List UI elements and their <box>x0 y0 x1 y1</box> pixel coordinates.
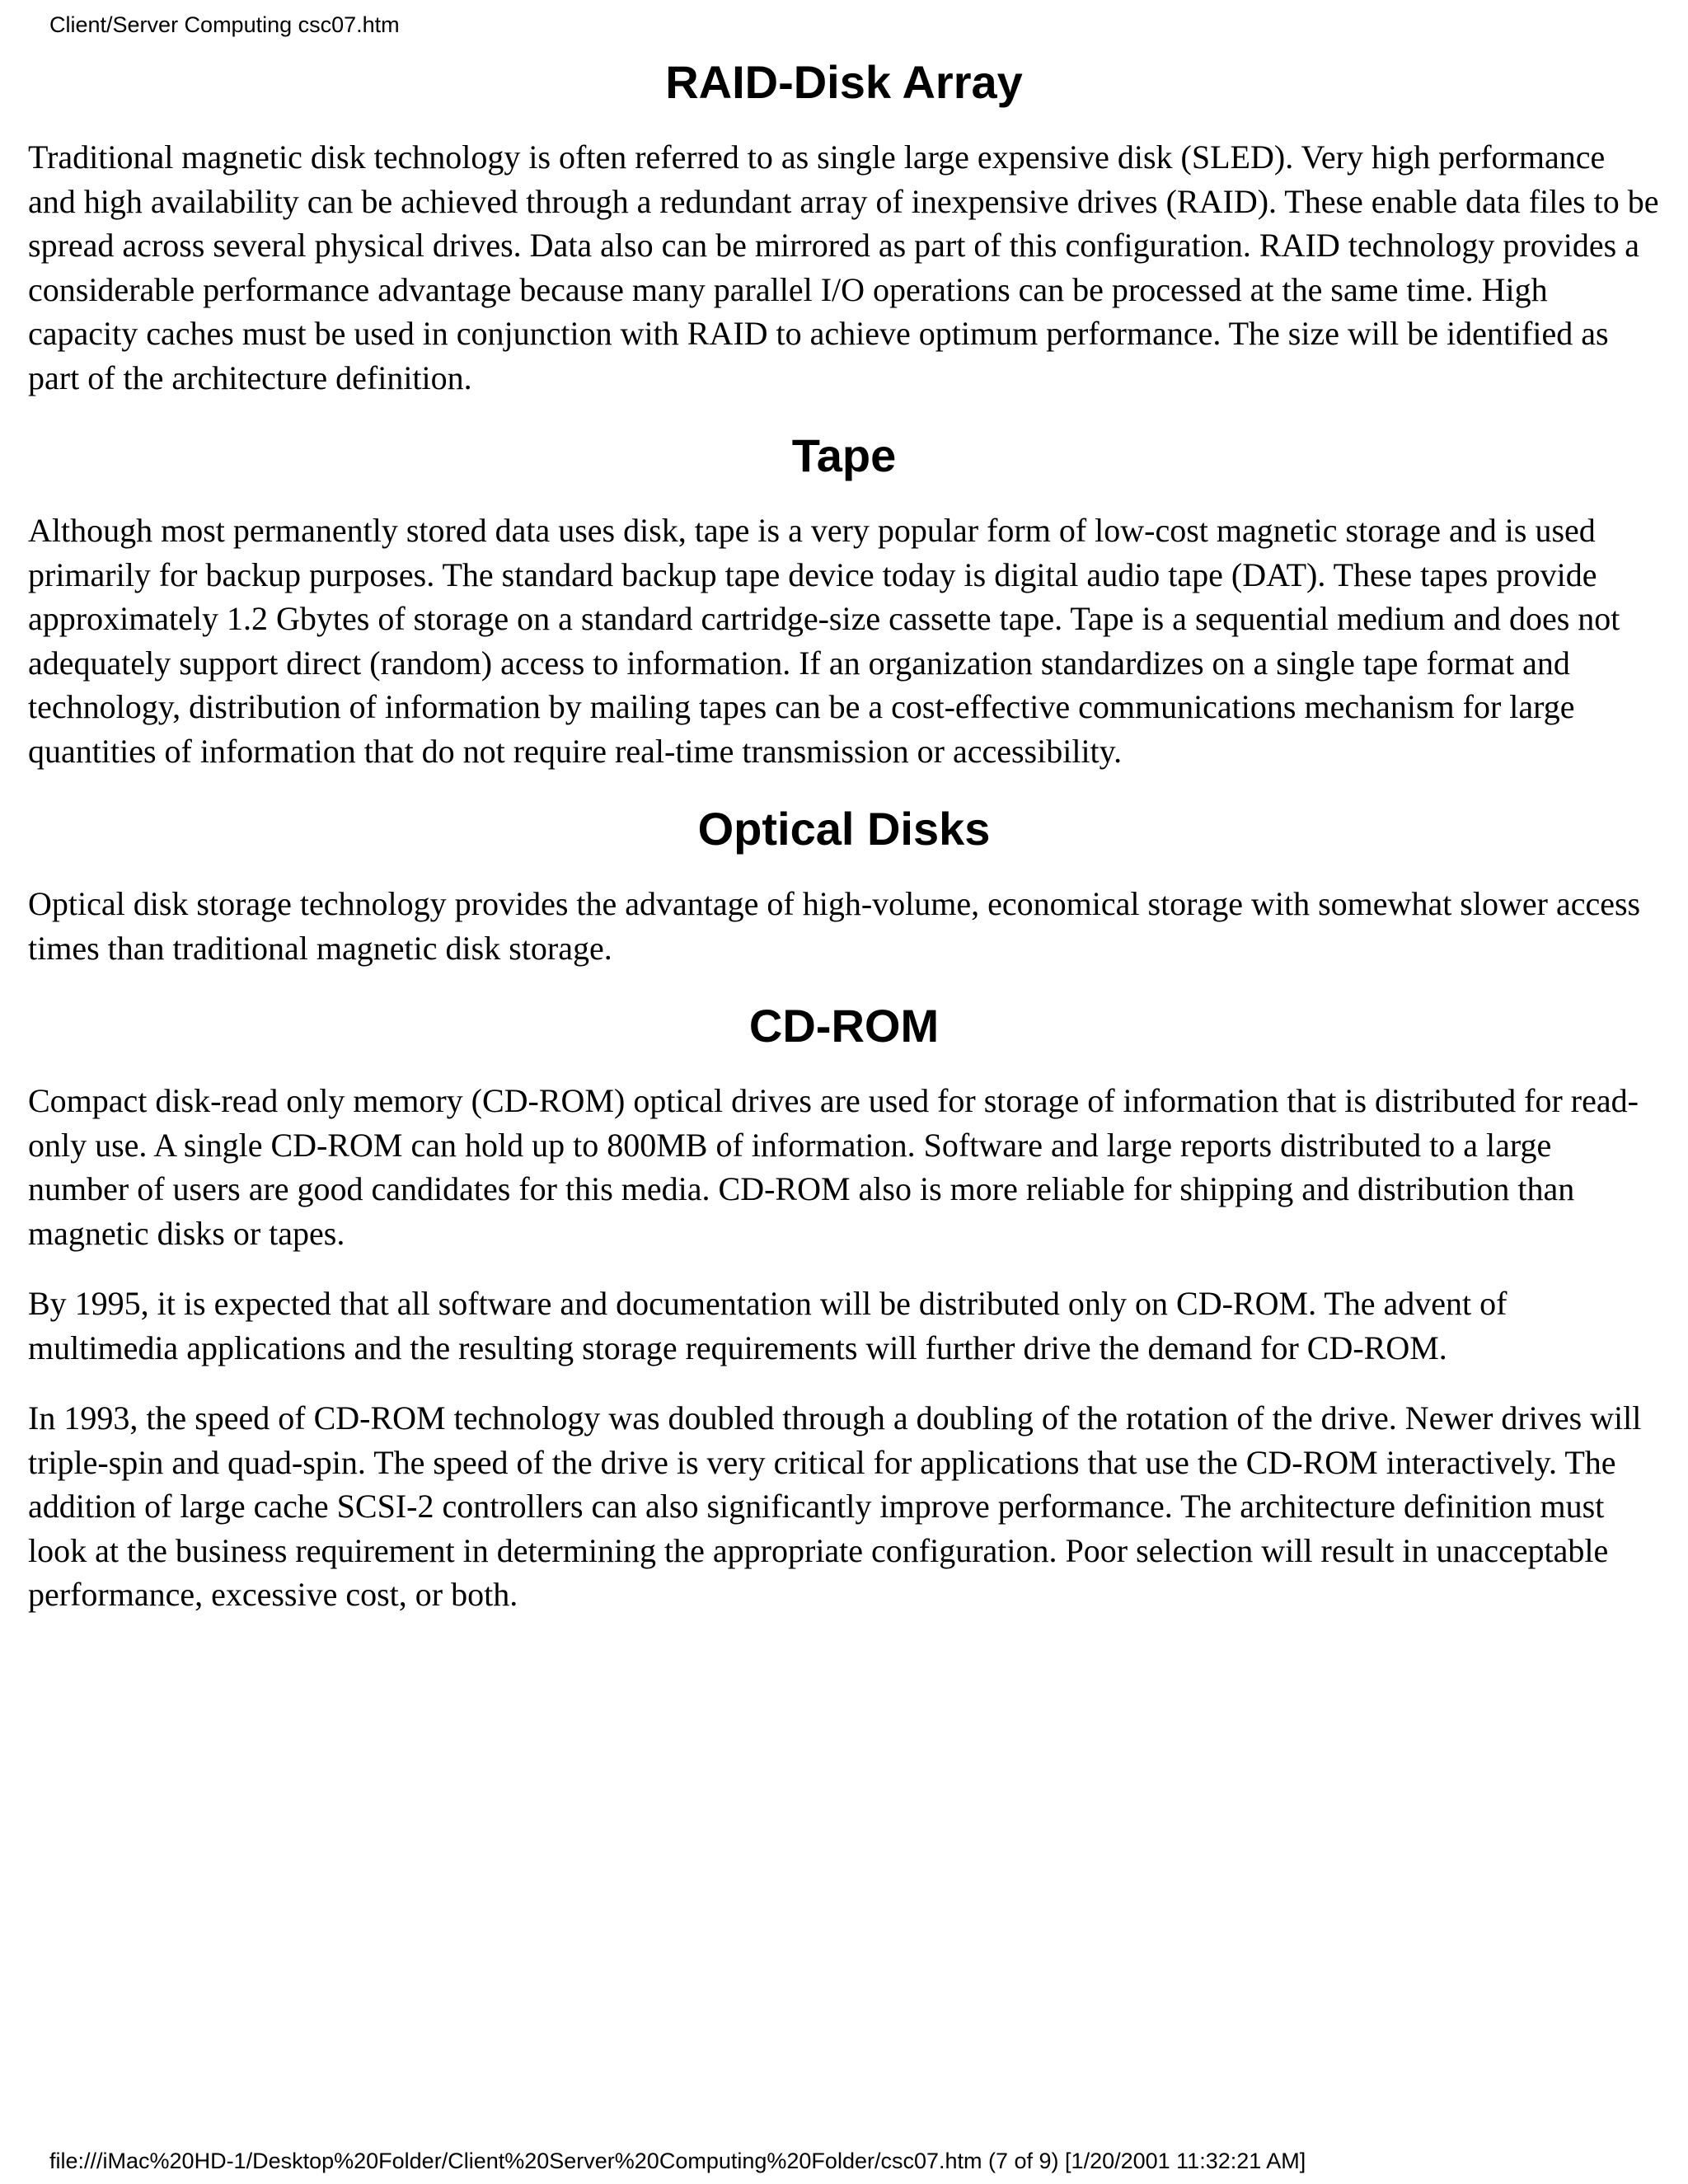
paragraph: Although most permanently stored data uses disk, tape is a very popular form of low-cost magnetic storage and is used primarily for backup purposes. The standard backup tape device today is digital audio tape (DAT). These tapes provide approximately 1.2 Gbytes of storage on a standard cartridge-size cassette tape. Tape is a sequential medium and does not adequately support direct (random) access to information. If an organization standardizes on a single tape format and technology, distribution of information by mailing tapes can be a cost-effective communications mechanism for large quantities of information that do not require real-time transmission or accessibility. <box>28 512 1620 770</box>
print-footer: file:///iMac%20HD-1/Desktop%20Folder/Client%20Server%20Computing%20Folder/csc07.htm (7 of 9) [1/20/2001 11:32:21 AM] <box>49 2149 1306 2173</box>
section-heading: Tape <box>791 429 897 481</box>
section-optical-disks <box>28 796 1660 970</box>
paragraph: By 1995, it is expected that all software and documentation will be distributed only on CD-ROM. The advent of multimedia applications and the resulting storage requirements will further drive the demand for CD-ROM. <box>28 1285 1507 1366</box>
section-cd-rom <box>28 993 1660 1617</box>
print-header: Client/Server Computing csc07.htm <box>49 12 400 37</box>
document-body <box>28 49 1660 1617</box>
section-heading: CD-ROM <box>748 1000 940 1052</box>
section-heading: Optical Disks <box>697 803 991 855</box>
section-tape <box>28 423 1660 773</box>
section-raid-disk-array <box>28 49 1660 400</box>
paragraph: Traditional magnetic disk technology is often referred to as single large expensive disk (SLED). Very high performance and high availability can be achieved through a redundant array of inexpensive drives (RAID). These enable data files to be spread across several physical drives. Data also can be mirrored as part of this configuration. RAID technology provides a considerable performance advantage because many parallel I/O operations can be processed at the same time. High capacity caches must be used in conjunction with RAID to achieve optimum performance. The size will be identified as part of the architecture definition. <box>28 138 1659 396</box>
section-heading: RAID-Disk Array <box>665 56 1023 108</box>
paragraph: Optical disk storage technology provides the advantage of high-volume, economical storage with somewhat slower access times than traditional magnetic disk storage. <box>28 885 1641 967</box>
paragraph: Compact disk-read only memory (CD-ROM) optical drives are used for storage of information that is distributed for read-only use. A single CD-ROM can hold up to 800MB of information. Software and large reports distributed to a large number of users are good candidates for this media. CD-ROM also is more reliable for shipping and distribution than magnetic disks or tapes. <box>28 1082 1639 1252</box>
paragraph: In 1993, the speed of CD-ROM technology was doubled through a doubling of the rotation of the drive. Newer drives will triple-spin and quad-spin. The speed of the drive is very critical for applications that use the CD-ROM interactively. The addition of large cache SCSI-2 controllers can also significantly improve performance. The architecture definition must look at the business requirement in determining the appropriate configuration. Poor selection will result in unacceptable performance, excessive cost, or both. <box>28 1399 1642 1613</box>
